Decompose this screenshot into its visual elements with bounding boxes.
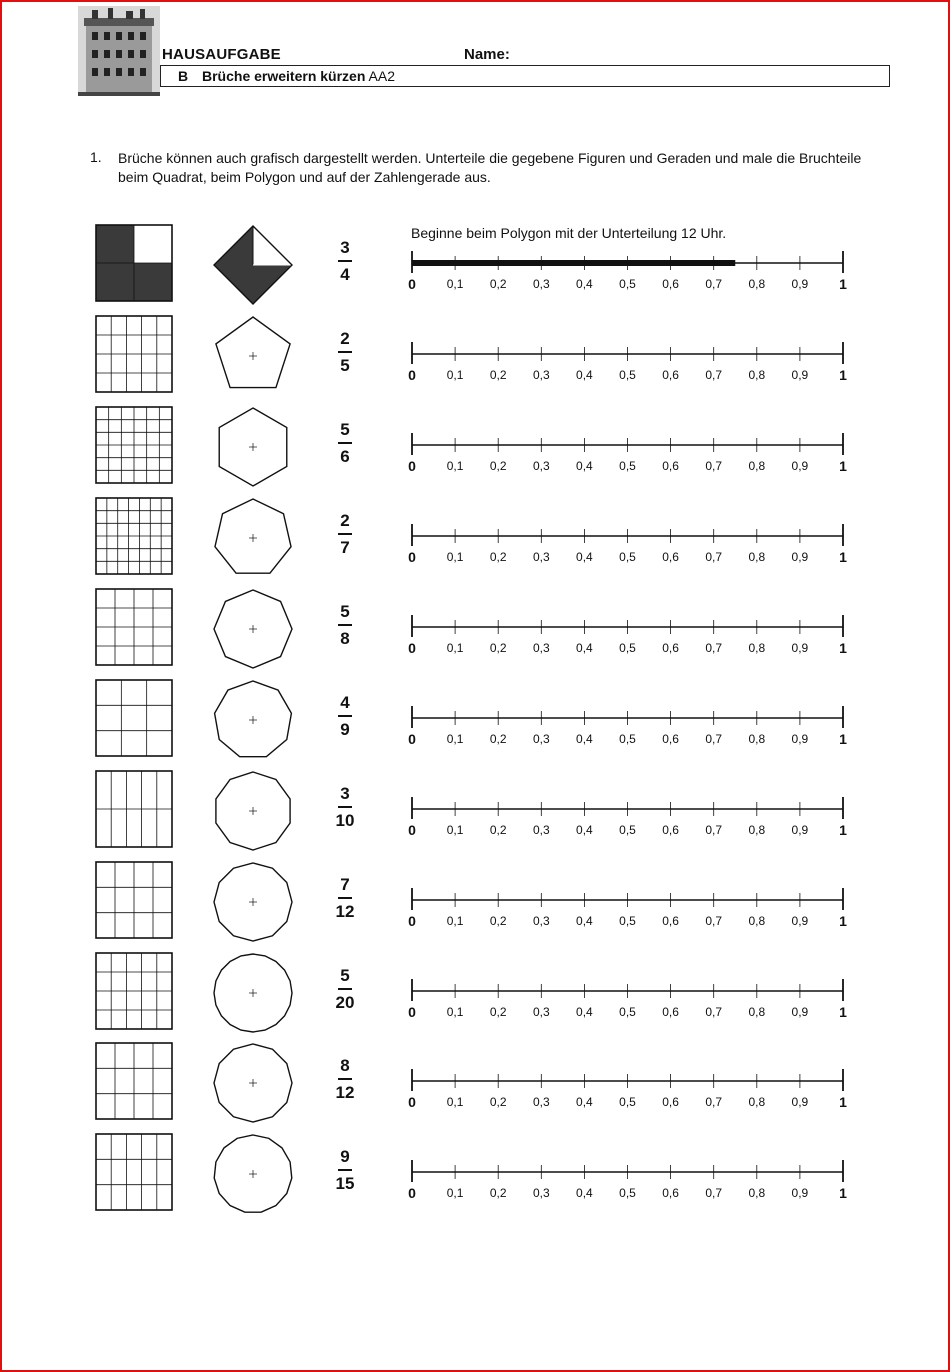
fraction-row	[0, 224, 950, 306]
number-line-label: 0,6	[662, 550, 679, 564]
number-line-label: 0,5	[619, 1186, 636, 1200]
number-line-label: 0,5	[619, 914, 636, 928]
fraction-bar	[338, 260, 352, 262]
number-line-label: 0,4	[576, 277, 593, 291]
number-line-label: 0,4	[576, 823, 593, 837]
square-figure[interactable]	[95, 315, 173, 393]
number-line-label: 0,6	[662, 732, 679, 746]
number-line[interactable]	[405, 1157, 850, 1183]
square-figure[interactable]	[95, 224, 173, 302]
number-line-label: 0,3	[532, 368, 550, 382]
polygon-figure[interactable]	[212, 861, 294, 943]
number-line-label: 0,4	[576, 1186, 593, 1200]
number-line-label: 0,8	[748, 823, 766, 837]
number-line-label: 0	[408, 822, 416, 838]
number-line-label: 0,5	[619, 641, 636, 655]
number-line-label: 0,9	[791, 914, 809, 928]
number-line-label: 0,3	[532, 459, 550, 473]
square-figure[interactable]	[95, 770, 173, 848]
number-line[interactable]	[405, 703, 850, 729]
fraction-row	[0, 861, 950, 943]
fraction-row	[0, 497, 950, 579]
worksheet-subtitle	[202, 68, 395, 84]
number-line-label: 0,9	[791, 550, 809, 564]
fraction	[330, 1148, 360, 1193]
number-line-labels	[405, 550, 850, 566]
number-line-label: 0,7	[705, 732, 723, 746]
fraction	[330, 694, 360, 739]
fraction-bar	[338, 988, 352, 990]
subtitle-topic: Brüche erweitern kürzen	[202, 68, 366, 84]
number-line-label: 0,3	[532, 550, 550, 564]
number-line-label: 0,2	[489, 368, 507, 382]
fraction-denominator: 8	[340, 629, 350, 648]
number-line-label: 0,2	[489, 1005, 507, 1019]
number-line-label: 0,7	[705, 368, 723, 382]
fraction-denominator: 7	[340, 538, 350, 557]
number-line-label: 0	[408, 367, 416, 383]
number-line-labels	[405, 368, 850, 384]
fraction-denominator: 20	[335, 993, 355, 1012]
homework-title: HAUSAUFGABE	[162, 46, 281, 63]
fraction	[330, 421, 360, 466]
task-number: 1.	[90, 149, 102, 165]
square-figure[interactable]	[95, 588, 173, 666]
polygon-figure[interactable]	[212, 588, 294, 670]
number-line-label: 0,6	[662, 1005, 679, 1019]
fraction-row	[0, 1133, 950, 1215]
number-line-label: 0,6	[662, 1095, 679, 1109]
number-line-label: 0,4	[576, 459, 593, 473]
name-label: Name:	[464, 46, 510, 63]
fraction	[330, 967, 360, 1012]
fraction-row	[0, 952, 950, 1034]
number-line-labels	[405, 732, 850, 748]
number-line-label: 0	[408, 1004, 416, 1020]
square-figure[interactable]	[95, 1042, 173, 1120]
number-line-label: 0,9	[791, 641, 809, 655]
polygon-figure[interactable]	[212, 224, 294, 306]
number-line-label: 0,6	[662, 368, 679, 382]
number-line-labels	[405, 641, 850, 657]
number-line-label: 0,2	[489, 823, 507, 837]
number-line-label: 0,7	[705, 550, 723, 564]
number-line[interactable]	[405, 521, 850, 547]
task-instruction: Brüche können auch grafisch dargestellt werden. Unterteile die gegebene Figuren und Geraden und male die Bruchteile beim Quadrat, beim Polygon und auf der Zahlengerade aus.	[118, 150, 862, 185]
fraction-row	[0, 406, 950, 488]
fraction-numerator: 2	[340, 329, 350, 348]
fraction-numerator: 2	[340, 511, 350, 530]
number-line-label: 0,3	[532, 1005, 550, 1019]
fraction-row	[0, 315, 950, 397]
number-line-label: 0	[408, 640, 416, 656]
fraction-numerator: 3	[340, 238, 350, 257]
fraction-numerator: 5	[340, 966, 350, 985]
number-line-label: 0,4	[576, 1005, 593, 1019]
number-line-label: 0,9	[791, 459, 809, 473]
number-line-label: 0,4	[576, 641, 593, 655]
fraction-bar	[338, 1169, 352, 1171]
number-line-label: 0,9	[791, 1095, 809, 1109]
number-line-label: 0,6	[662, 641, 679, 655]
number-line-label: 0,8	[748, 1005, 766, 1019]
fraction-denominator: 6	[340, 447, 350, 466]
square-filled-cell	[96, 225, 134, 263]
number-line-label: 0,9	[791, 1186, 809, 1200]
number-line-label: 0,7	[705, 1005, 723, 1019]
number-line-label: 1	[839, 458, 847, 474]
polygon-figure[interactable]	[212, 1133, 294, 1215]
number-line-label: 0	[408, 913, 416, 929]
number-line[interactable]	[405, 430, 850, 456]
fraction-numerator: 5	[340, 602, 350, 621]
number-line-labels	[405, 459, 850, 475]
number-line-label: 0,6	[662, 1186, 679, 1200]
number-line-label: 1	[839, 549, 847, 565]
number-line[interactable]	[405, 1066, 850, 1092]
fraction-bar	[338, 1078, 352, 1080]
fraction	[330, 603, 360, 648]
number-line-labels	[405, 277, 850, 293]
number-line-label: 1	[839, 1185, 847, 1201]
number-line-label: 0	[408, 1094, 416, 1110]
fraction-numerator: 4	[340, 693, 350, 712]
number-line-label: 0,3	[532, 1095, 550, 1109]
fraction-row	[0, 770, 950, 852]
number-line-label: 0,8	[748, 914, 766, 928]
number-line[interactable]	[405, 976, 850, 1002]
number-line-label: 0,2	[489, 1186, 507, 1200]
fraction-denominator: 5	[340, 356, 350, 375]
section-letter: B	[178, 68, 189, 84]
number-line-labels	[405, 1095, 850, 1111]
fraction-bar	[338, 624, 352, 626]
number-line-label: 0,3	[532, 732, 550, 746]
fraction-denominator: 12	[335, 1083, 355, 1102]
number-line-label: 0,5	[619, 459, 636, 473]
number-line-label: 0,7	[705, 914, 723, 928]
polygon-note: Beginne beim Polygon mit der Unterteilung 12 Uhr.	[411, 225, 727, 241]
number-line-label: 0,3	[532, 277, 550, 291]
fraction-bar	[338, 897, 352, 899]
number-line-label: 1	[839, 913, 847, 929]
number-line-label: 0,3	[532, 641, 550, 655]
polygon-figure[interactable]	[212, 497, 294, 579]
number-line-label: 0,3	[532, 823, 550, 837]
number-line-label: 0,7	[705, 641, 723, 655]
subtitle-code: AA2	[368, 68, 395, 84]
fraction-bar	[338, 351, 352, 353]
number-line-label: 0,4	[576, 914, 593, 928]
polygon-figure[interactable]	[212, 406, 294, 488]
number-line[interactable]	[405, 612, 850, 638]
number-line-label: 0,2	[489, 550, 507, 564]
number-line-label: 0,8	[748, 459, 766, 473]
number-line-label: 1	[839, 276, 847, 292]
number-line-label: 1	[839, 1094, 847, 1110]
number-line-label: 0,8	[748, 368, 766, 382]
fraction-numerator: 8	[340, 1056, 350, 1075]
fraction-numerator: 7	[340, 875, 350, 894]
number-line-label: 0,6	[662, 459, 679, 473]
fraction	[330, 785, 360, 830]
number-line-label: 0,8	[748, 1186, 766, 1200]
number-line-label: 0,5	[619, 550, 636, 564]
number-line-label: 0,2	[489, 914, 507, 928]
number-line-label: 0,1	[446, 459, 464, 473]
square-figure[interactable]	[95, 1133, 173, 1211]
number-line-label: 0	[408, 549, 416, 565]
number-line[interactable]	[405, 248, 850, 274]
square-outline	[96, 1134, 172, 1210]
number-line-label: 0,2	[489, 277, 507, 291]
number-line-label: 1	[839, 367, 847, 383]
number-line-label: 0,2	[489, 641, 507, 655]
number-line-label: 0,8	[748, 550, 766, 564]
polygon-figure[interactable]	[212, 1042, 294, 1124]
polygon-figure[interactable]	[212, 952, 294, 1034]
number-line[interactable]	[405, 339, 850, 365]
number-line-label: 0,8	[748, 641, 766, 655]
fraction	[330, 876, 360, 921]
number-line-label: 0,7	[705, 823, 723, 837]
fraction	[330, 512, 360, 557]
number-line-label: 0,5	[619, 368, 636, 382]
fraction-denominator: 15	[335, 1174, 355, 1193]
number-line-label: 0,1	[446, 641, 464, 655]
fraction-denominator: 9	[340, 720, 350, 739]
number-line-label: 0,1	[446, 732, 464, 746]
square-figure[interactable]	[95, 497, 173, 575]
square-outline	[96, 680, 172, 756]
number-line-label: 0	[408, 458, 416, 474]
number-line-label: 0,7	[705, 1095, 723, 1109]
number-line-label: 0,9	[791, 732, 809, 746]
number-line-label: 0,3	[532, 914, 550, 928]
number-line-label: 0,5	[619, 732, 636, 746]
number-line-label: 0,3	[532, 1186, 550, 1200]
number-line-label: 0,9	[791, 368, 809, 382]
fraction-denominator: 4	[340, 265, 350, 284]
number-line-label: 0,1	[446, 914, 464, 928]
fraction-numerator: 5	[340, 420, 350, 439]
number-line-label: 0,8	[748, 1095, 766, 1109]
number-line-labels	[405, 1005, 850, 1021]
number-line-label: 0,2	[489, 1095, 507, 1109]
number-line-label: 0,4	[576, 368, 593, 382]
number-line-label: 0,4	[576, 1095, 593, 1109]
number-line-label: 0,2	[489, 732, 507, 746]
square-figure[interactable]	[95, 406, 173, 484]
number-line-label: 0,1	[446, 823, 464, 837]
fraction-row	[0, 1042, 950, 1124]
fraction	[330, 239, 360, 284]
number-line-label: 0,1	[446, 1186, 464, 1200]
number-line-label: 0,1	[446, 550, 464, 564]
square-filled-cell	[134, 263, 172, 301]
number-line-label: 0,5	[619, 1005, 636, 1019]
number-line-label: 1	[839, 1004, 847, 1020]
number-line-label: 0,8	[748, 732, 766, 746]
square-filled-cell	[96, 263, 134, 301]
number-line-label: 1	[839, 822, 847, 838]
number-line-label: 0,5	[619, 277, 636, 291]
number-line-label: 0,7	[705, 1186, 723, 1200]
square-figure[interactable]	[95, 952, 173, 1030]
number-line-label: 1	[839, 640, 847, 656]
fraction-bar	[338, 533, 352, 535]
number-line-label: 0,4	[576, 550, 593, 564]
polygon-figure[interactable]	[212, 770, 294, 852]
fraction-denominator: 10	[335, 811, 355, 830]
fraction-denominator: 12	[335, 902, 355, 921]
building-logo	[78, 6, 160, 96]
number-line-label: 0,1	[446, 368, 464, 382]
number-line-label: 0	[408, 1185, 416, 1201]
number-line-label: 1	[839, 731, 847, 747]
number-line-label: 0,5	[619, 1095, 636, 1109]
number-line-label: 0,9	[791, 1005, 809, 1019]
number-line-labels	[405, 1186, 850, 1202]
number-line-label: 0,6	[662, 823, 679, 837]
number-line-label: 0	[408, 731, 416, 747]
number-line-label: 0,2	[489, 459, 507, 473]
number-line-label: 0,1	[446, 277, 464, 291]
fraction-numerator: 3	[340, 784, 350, 803]
fraction-bar	[338, 806, 352, 808]
polygon-figure[interactable]	[212, 679, 294, 761]
number-line-label: 0,9	[791, 277, 809, 291]
fraction-row	[0, 588, 950, 670]
number-line-label: 0,1	[446, 1005, 464, 1019]
number-line-label: 0,7	[705, 459, 723, 473]
number-line-label: 0	[408, 276, 416, 292]
number-line-label: 0,4	[576, 732, 593, 746]
number-line-label: 0,9	[791, 823, 809, 837]
number-line-labels	[405, 823, 850, 839]
number-line[interactable]	[405, 794, 850, 820]
square-figure[interactable]	[95, 679, 173, 757]
number-line-label: 0,1	[446, 1095, 464, 1109]
fraction-numerator: 9	[340, 1147, 350, 1166]
number-line-labels	[405, 914, 850, 930]
number-line[interactable]	[405, 885, 850, 911]
number-line-label: 0,8	[748, 277, 766, 291]
polygon-figure[interactable]	[212, 315, 294, 397]
square-figure[interactable]	[95, 861, 173, 939]
fraction	[330, 1057, 360, 1102]
number-line-label: 0,6	[662, 277, 679, 291]
fraction-row	[0, 679, 950, 761]
fraction-bar	[338, 442, 352, 444]
fraction-bar	[338, 715, 352, 717]
fraction	[330, 330, 360, 375]
number-line-label: 0,7	[705, 277, 723, 291]
number-line-label: 0,6	[662, 914, 679, 928]
number-line-label: 0,5	[619, 823, 636, 837]
